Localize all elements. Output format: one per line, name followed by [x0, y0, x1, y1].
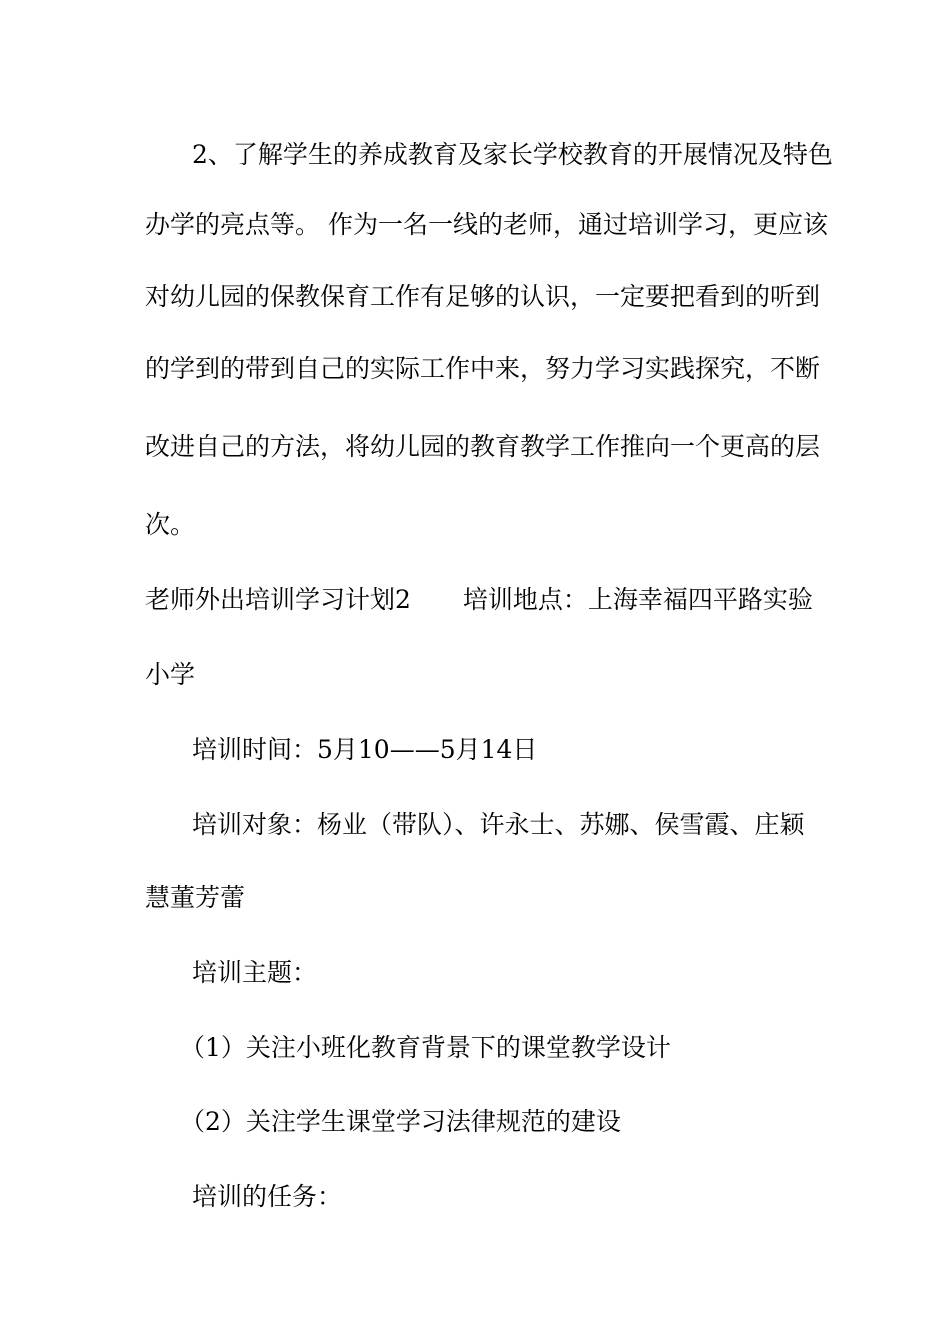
plan-title-line	[145, 585, 813, 615]
training-location-cont: 小学	[145, 660, 196, 689]
training-theme-label: 培训主题：	[192, 958, 318, 987]
paragraph-line: 对幼儿园的保教保育工作有足够的认识，一定要把看到的听到	[145, 282, 821, 311]
training-time: 培训时间：5月10——5月14日	[192, 735, 538, 764]
paragraph-line: 次。	[145, 510, 196, 539]
theme-item: （2）关注学生课堂学习法律规范的建设	[180, 1107, 621, 1136]
paragraph-line: 2、了解学生的养成教育及家长学校教育的开展情况及特色	[192, 140, 833, 169]
paragraph-line: 办学的亮点等。 作为一名一线的老师，通过培训学习，更应该	[145, 210, 828, 239]
paragraph-line: 的学到的带到自己的实际工作中来，努力学习实践探究，不断	[145, 354, 821, 383]
training-participants: 培训对象：杨业（带队）、许永士、苏娜、侯雪霞、庄颖	[192, 810, 805, 839]
training-participants-cont: 慧董芳蕾	[145, 883, 246, 912]
paragraph-line: 改进自己的方法，将幼儿园的教育教学工作推向一个更高的层	[145, 432, 821, 461]
training-location: 培训地点：上海幸福四平路实验	[462, 585, 813, 614]
plan-title: 老师外出培训学习计划2	[145, 585, 411, 614]
theme-item: （1）关注小班化教育背景下的课堂教学设计	[180, 1033, 671, 1062]
training-tasks-label: 培训的任务：	[192, 1182, 343, 1211]
